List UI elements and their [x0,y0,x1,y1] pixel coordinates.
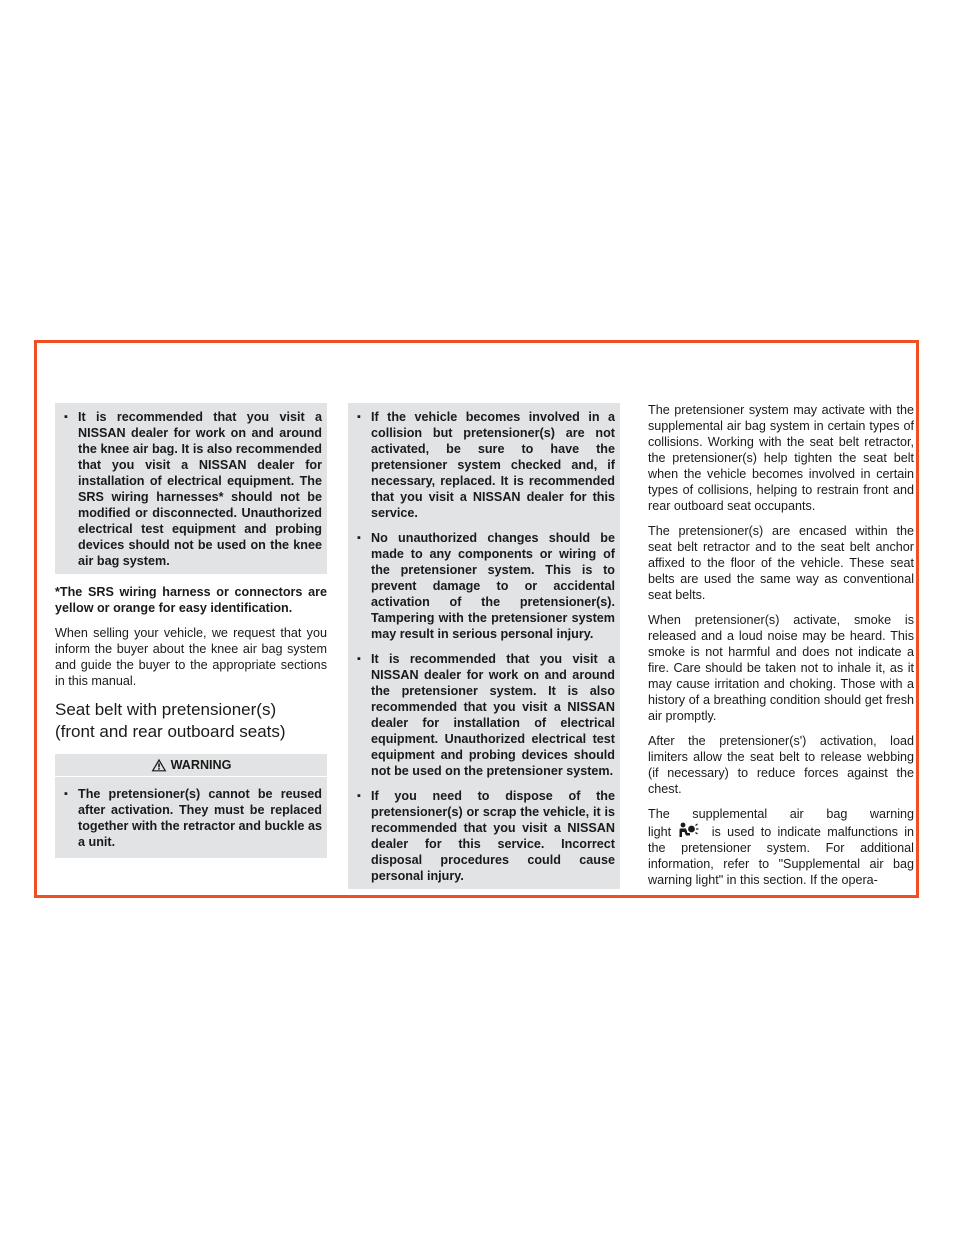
body-paragraph: After the pretensioner(s') activation, load limiters allow the seat belt to release webbing (if necessary) to reduce forces against the chest. [648,734,914,796]
warning-bullet: ▪ The pretensioner(s) cannot be reused after activation. They must be replaced together with the retractor and buckle as a unit. [62,786,322,850]
warning-bullet: ▪ If the vehicle becomes involved in a collision but pretensioner(s) are not activated, be sure to have the pretensioner system checked and, if necessary, replaced. It is recommended that you visit a NISSAN dealer for this service. [355,409,615,521]
caution-bullet: ▪ It is recommended that you visit a NISSAN dealer for work on and around the knee air bag. It is also recommended that you visit a NISSAN dealer for installation of electrical equipment. The SRS wiring harnesses* should not be modified or disconnected. Unauthorized electrical test equipment and probing devices should not be used on the knee air bag system. [62,409,322,569]
warning-light-line-1: The supplemental air bag warning [648,807,914,821]
column-2 [348,403,620,889]
warning-light-rest: is used to indicate malfunctions in the pretensioner system. For additional information, refer to "Supplemental air bag warning light" in this section. If the opera- [648,825,914,887]
warning-triangle-icon [151,758,167,772]
body-paragraph-warning-light [648,806,914,888]
body-paragraph: When pretensioner(s) activate, smoke is released and a loud noise may be heard. This smoke is not harmful and does not indicate a fire. Care should be taken not to inhale it, as it may cause irritation and choking. Those with a history of a breathing condition should get fresh air promptly. [648,613,914,723]
body-paragraph: The pretensioner system may activate with the supplemental air bag system in certain types of collisions. Working with the seat belt retractor, the pretensioner(s) help tighten the seat belt when the vehicle becomes involved in certain types of collisions, helping to restrain front and rear outboard seat occupants. [648,403,914,513]
airbag-warning-icon [677,822,705,838]
body-paragraph: The pretensioner(s) are encased within the seat belt retractor and to the seat belt anchor affixed to the floor of the vehicle. These seat belts are used the same way as conventional seat belts. [648,524,914,602]
column-1 [55,403,327,858]
column-3 [648,402,914,888]
knee-airbag-caution-box [55,403,327,574]
warning-light-word: light [648,825,672,839]
heading-line-1: Seat belt with pretensioner(s) [55,700,277,719]
footnote: *The SRS wiring harness or connectors are yellow or orange for easy identification. [55,585,327,615]
warning-box [55,754,327,858]
body-paragraph: When selling your vehicle, we request that you inform the buyer about the knee air bag system and guide the buyer to the appropriate sections in this manual. [55,626,327,688]
pretensioner-warning-box [348,403,620,889]
section-heading [55,699,327,743]
warning-bullet: ▪ No unauthorized changes should be made to any components or wiring of the pretensioner system. This is to prevent damage to or accidental activation of the pretensioner(s). Tampering with the pretensioner system may result in serious personal injury. [355,530,615,642]
heading-line-2: (front and rear outboard seats) [55,722,286,741]
warning-header [55,754,327,777]
warning-bullet: ▪ It is recommended that you visit a NISSAN dealer for work on and around the pretensioner system. It is also recommended that you visit a NISSAN dealer for installation of electrical equipment. Unauthorized electrical test equipment and probing devices should not be used on the pretensioner system. [355,651,615,779]
warning-label: WARNING [170,758,232,772]
warning-bullet: ▪ If you need to dispose of the pretensioner(s) or scrap the vehicle, it is recommended that you visit a NISSAN dealer for this service. Incorrect disposal procedures could cause personal injury. [355,788,615,884]
